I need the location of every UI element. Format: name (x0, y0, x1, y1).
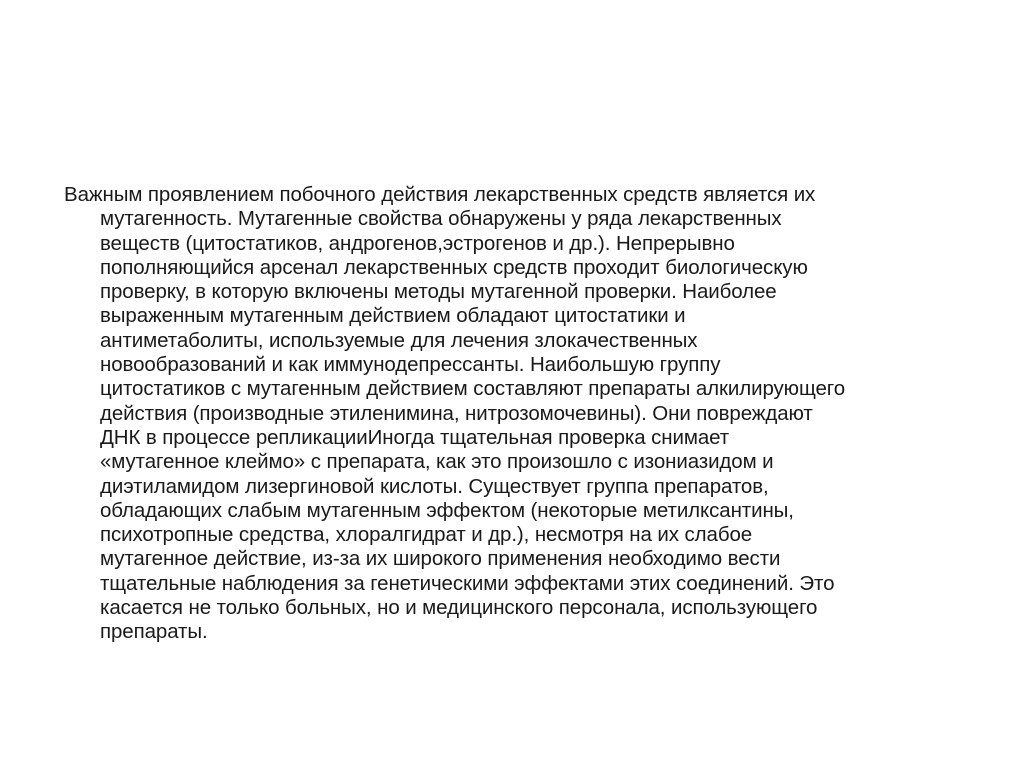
paragraph-line: антиметаболиты, используемые для лечения злокачественных (100, 328, 698, 352)
paragraph-line: «мутагенное клеймо» с препарата, как это произошло с изониазидом и (100, 450, 774, 474)
paragraph-line: препараты. (100, 620, 208, 644)
paragraph-line: Важным проявлением побочного действия лекарственных средств является их (64, 183, 816, 206)
body-paragraph (64, 183, 964, 645)
paragraph-line: пополняющийся арсенал лекарственных средств проходит биологическую (100, 255, 808, 279)
paragraph-line: мутагенность. Мутагенные свойства обнаружены у ряда лекарственных (100, 207, 782, 231)
paragraph-line: тщательные наблюдения за генетическими эффектами этих соединений. Это (100, 571, 835, 595)
paragraph-line: мутагенное действие, из-за их широкого применения необходимо вести (100, 547, 781, 571)
paragraph-line: обладающих слабым мутагенным эффектом (некоторые метилксантины, (100, 498, 794, 522)
paragraph-line: веществ (цитостатиков, андрогенов,эстрогенов и др.). Непрерывно (100, 231, 735, 255)
paragraph-line: проверку, в которую включены методы мутагенной проверки. Наиболее (100, 280, 777, 304)
paragraph-line: цитостатиков с мутагенным действием составляют препараты алкилирующего (100, 377, 846, 401)
paragraph-line: психотропные средства, хлоралгидрат и др.), несмотря на их слабое (100, 523, 753, 547)
paragraph-line: выраженным мутагенным действием обладают цитостатики и (100, 304, 686, 328)
paragraph-line: касается не только больных, но и медицинского персонала, использующего (100, 596, 818, 620)
paragraph-line: новообразований и как иммунодепрессанты. Наибольшую группу (100, 353, 721, 377)
paragraph-line: ДНК в процессе репликацииИногда тщательная проверка снимает (100, 425, 730, 449)
paragraph-line: диэтиламидом лизергиновой кислоты. Существует группа препаратов, (100, 474, 769, 498)
paragraph-line: действия (производные этиленимина, нитрозомочевины). Они повреждают (100, 401, 813, 425)
